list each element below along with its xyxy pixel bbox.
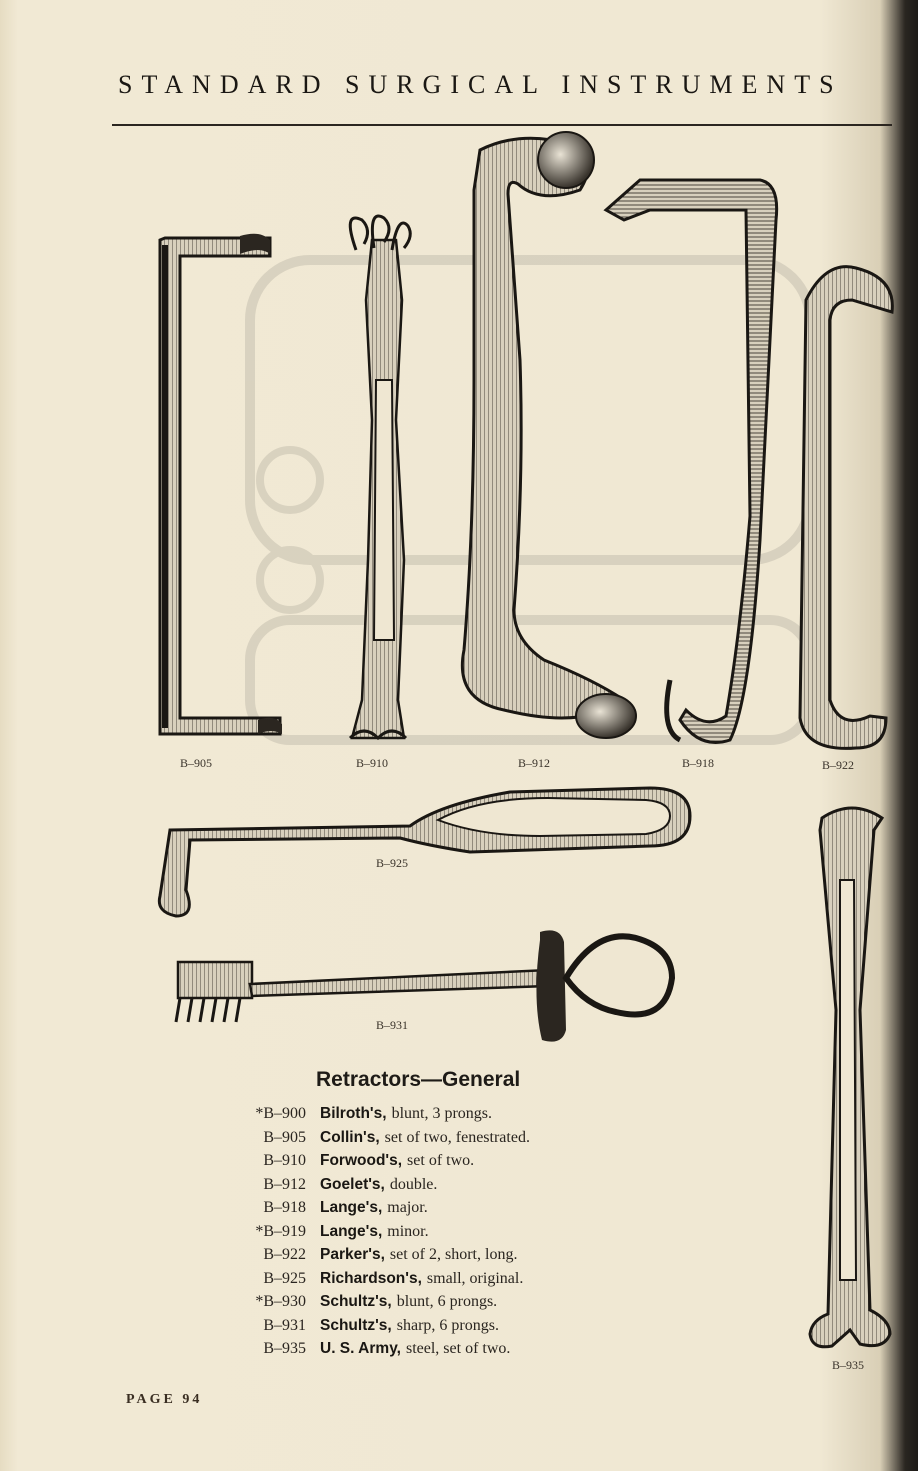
list-item — [210, 1102, 770, 1126]
item-name: Forwood's, — [320, 1152, 403, 1169]
item-description: blunt, 6 prongs. — [396, 1293, 498, 1310]
item-description: steel, set of two. — [405, 1340, 511, 1357]
item-code: B–935 — [263, 1340, 306, 1357]
figure-label-b931: B–931 — [376, 1018, 409, 1032]
parkers-retractor-illustration — [800, 267, 892, 749]
forwoods-retractor-illustration — [350, 216, 410, 738]
item-description: major. — [387, 1199, 428, 1216]
item-description: blunt, 3 prongs. — [391, 1105, 493, 1122]
item-description: minor. — [387, 1222, 429, 1240]
richardsons-retractor-illustration — [159, 788, 690, 916]
item-description: sharp, 6 prongs. — [396, 1316, 499, 1334]
list-item — [210, 1314, 770, 1338]
us-army-retractor-illustration — [810, 808, 890, 1347]
page-header: STANDARD SURGICAL INSTRUMENTS — [118, 70, 843, 99]
list-item — [210, 1290, 770, 1314]
figure-label-b925: B–925 — [376, 856, 409, 870]
item-name: Parker's, — [320, 1246, 385, 1263]
goelets-retractor-illustration — [462, 132, 636, 738]
figure-label-b905: B–905 — [180, 756, 213, 770]
item-description: set of two. — [407, 1152, 475, 1169]
item-name: Collin's, — [320, 1128, 380, 1146]
item-description: small, original. — [426, 1269, 524, 1287]
section-title: Retractors—General — [316, 1068, 521, 1091]
list-item — [210, 1267, 770, 1291]
item-code: *B–900 — [255, 1105, 306, 1122]
list-item — [210, 1126, 770, 1150]
item-name: Goelet's, — [320, 1175, 385, 1193]
item-code: B–910 — [263, 1152, 306, 1169]
item-name: Schultz's, — [320, 1316, 392, 1334]
figure-label-b912: B–912 — [518, 756, 551, 770]
item-list — [210, 1102, 770, 1361]
item-code: *B–930 — [255, 1293, 306, 1310]
item-code: B–918 — [263, 1199, 306, 1216]
item-name: Schultz's, — [320, 1293, 392, 1310]
item-description: double. — [389, 1175, 438, 1193]
item-description: set of 2, short, long. — [389, 1246, 518, 1263]
item-name: Bilroth's, — [320, 1105, 387, 1122]
list-item — [210, 1173, 770, 1197]
item-name: Lange's, — [320, 1222, 383, 1240]
item-code: B–912 — [263, 1175, 306, 1193]
item-code: B–931 — [263, 1316, 306, 1334]
page-number: PAGE 94 — [126, 1392, 203, 1407]
item-code: *B–919 — [255, 1222, 306, 1240]
figure-label-b935: B–935 — [832, 1358, 865, 1372]
item-name: U. S. Army, — [320, 1340, 401, 1357]
item-name: Lange's, — [320, 1199, 383, 1216]
list-item — [210, 1196, 770, 1220]
figure-label-b922: B–922 — [822, 758, 855, 772]
list-item — [210, 1220, 770, 1244]
item-code: B–925 — [263, 1269, 306, 1287]
list-item — [210, 1149, 770, 1173]
list-item — [210, 1337, 770, 1361]
figure-label-b910: B–910 — [356, 756, 389, 770]
item-description: set of two, fenestrated. — [384, 1128, 530, 1146]
item-code: B–905 — [263, 1128, 306, 1146]
item-name: Richardson's, — [320, 1269, 422, 1287]
list-item — [210, 1243, 770, 1267]
schultz-retractor-illustration — [176, 930, 672, 1041]
figure-label-b918: B–918 — [682, 756, 715, 770]
item-code: B–922 — [263, 1246, 306, 1263]
